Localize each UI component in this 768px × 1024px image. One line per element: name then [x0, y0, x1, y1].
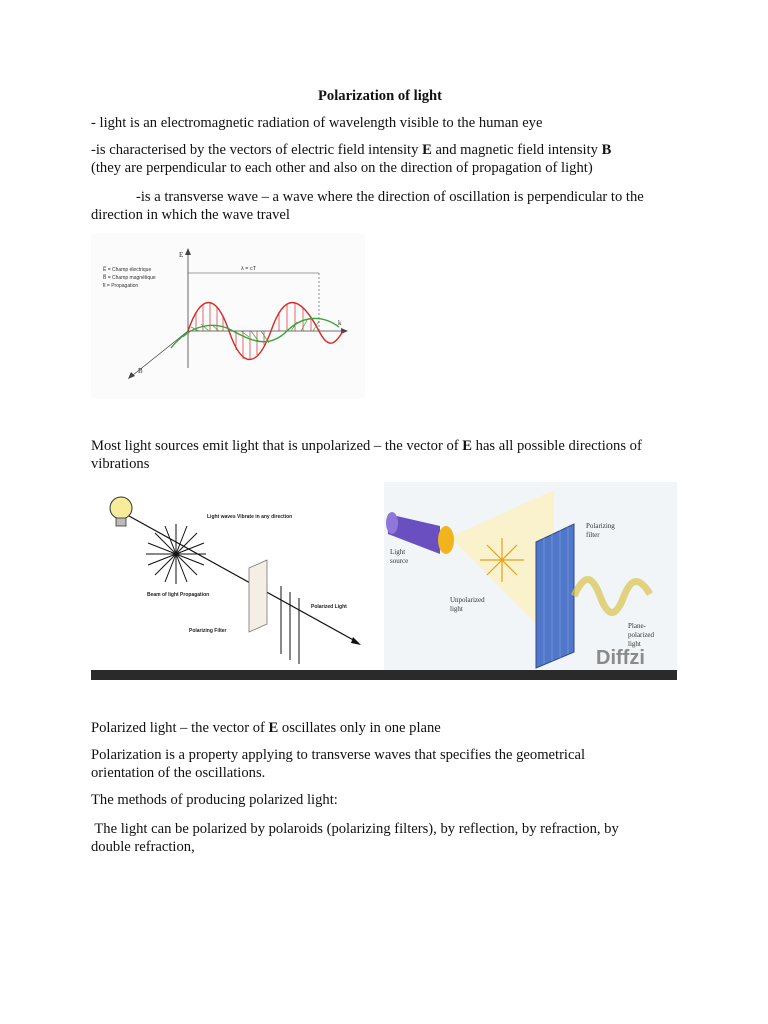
paragraph-vectors-line2: (they are perpendicular to each other and also on the direction of propagation of light) [91, 160, 593, 176]
axis-k-label: k [338, 319, 342, 327]
label-filter-2: filter [586, 531, 600, 539]
paragraph-methods-list-line1: The light can be polarized by polaroids (polarizing filters), by reflection, by refraction, by [91, 821, 619, 837]
polarizing-filter-shape [249, 560, 267, 632]
paragraph-polarized-light [91, 719, 441, 738]
symbol-e: E [462, 438, 472, 454]
bulb-filter-figure [91, 482, 384, 670]
text-segment: oscillates only in one plane [278, 720, 441, 736]
label-light-source-2: source [390, 557, 409, 565]
em-wave-diagram [91, 233, 365, 399]
caption-beam: Beam of light Propagation [147, 592, 210, 598]
paragraph-property-line2: orientation of the oscillations. [91, 765, 266, 781]
page-title: Polarization of light [318, 88, 443, 104]
text-segment: and magnetic field intensity [431, 142, 602, 158]
em-wave-figure [91, 233, 365, 399]
axis-b-arrow [128, 372, 135, 379]
axis-b-label: B [138, 367, 143, 375]
paragraph-unpolarized-line2: vibrations [91, 456, 150, 472]
legend-k: k̅ = Propagation [103, 283, 139, 289]
text-segment: -is characterised by the vectors of electric field intensity [91, 142, 423, 158]
bulb-base [116, 518, 126, 526]
paragraph-transverse-line1: -is a transverse wave – a wave where the direction of oscillation is perpendicular to the [136, 189, 644, 205]
axis-e-label: E [179, 251, 184, 259]
caption-polarized: Polarized Light [311, 604, 347, 610]
paragraph-light-definition: - light is an electromagnetic radiation of wavelength visible to the human eye [91, 115, 543, 131]
wavelength-label: λ = cT [241, 266, 257, 272]
caption-filter: Polarizing Filter [189, 628, 227, 634]
paragraph-methods: The methods of producing polarized light: [91, 792, 338, 808]
electric-field-vectors [196, 303, 311, 360]
label-plane-3: light [628, 640, 641, 648]
plane-polarized-wave [574, 580, 650, 613]
symbol-e: E [268, 720, 279, 736]
text-segment: Polarized light – the vector of [91, 720, 269, 736]
symbol-b: B [601, 142, 612, 158]
paragraph-unpolarized-line1 [91, 437, 642, 456]
paragraph-transverse-line2: direction in which the wave travel [91, 207, 290, 223]
figure-divider-bar [91, 670, 677, 680]
symbol-e: E [422, 142, 432, 158]
bulb-filter-diagram [91, 482, 384, 670]
label-plane-2: polarized [628, 631, 655, 639]
text-segment: Most light sources emit light that is unpolarized – the vector of [91, 438, 463, 454]
source-filter-figure [384, 482, 677, 670]
beam-arrow [351, 637, 361, 645]
polarizing-filter-plate [536, 524, 574, 668]
legend-b: B̅ = Champ magnétique [103, 275, 156, 281]
label-unpolarized-2: light [450, 605, 463, 613]
source-filter-diagram [384, 482, 677, 670]
legend-e: E̅ = Champ électrique [103, 267, 152, 273]
paragraph-property-line1: Polarization is a property applying to transverse waves that specifies the geometrical [91, 747, 585, 763]
beam-line [129, 516, 357, 642]
polarized-arrows [281, 586, 299, 664]
paragraph-vectors-line1 [91, 141, 611, 160]
axis-e-arrow [185, 248, 191, 255]
unpolarized-burst [146, 524, 206, 584]
label-filter-1: Polarizing [586, 522, 615, 530]
caption-vibrate: Light waves Vibrate in any direction [207, 514, 293, 520]
label-plane-1: Plane- [628, 622, 646, 630]
label-light-source-1: Light [390, 548, 406, 556]
light-bulb-icon [110, 497, 132, 519]
label-unpolarized-1: Unpolarized [450, 596, 485, 604]
paragraph-methods-list-line2: double refraction, [91, 839, 195, 855]
watermark-logo: Diffzi [596, 647, 645, 669]
text-segment: has all possible directions of [472, 438, 642, 454]
